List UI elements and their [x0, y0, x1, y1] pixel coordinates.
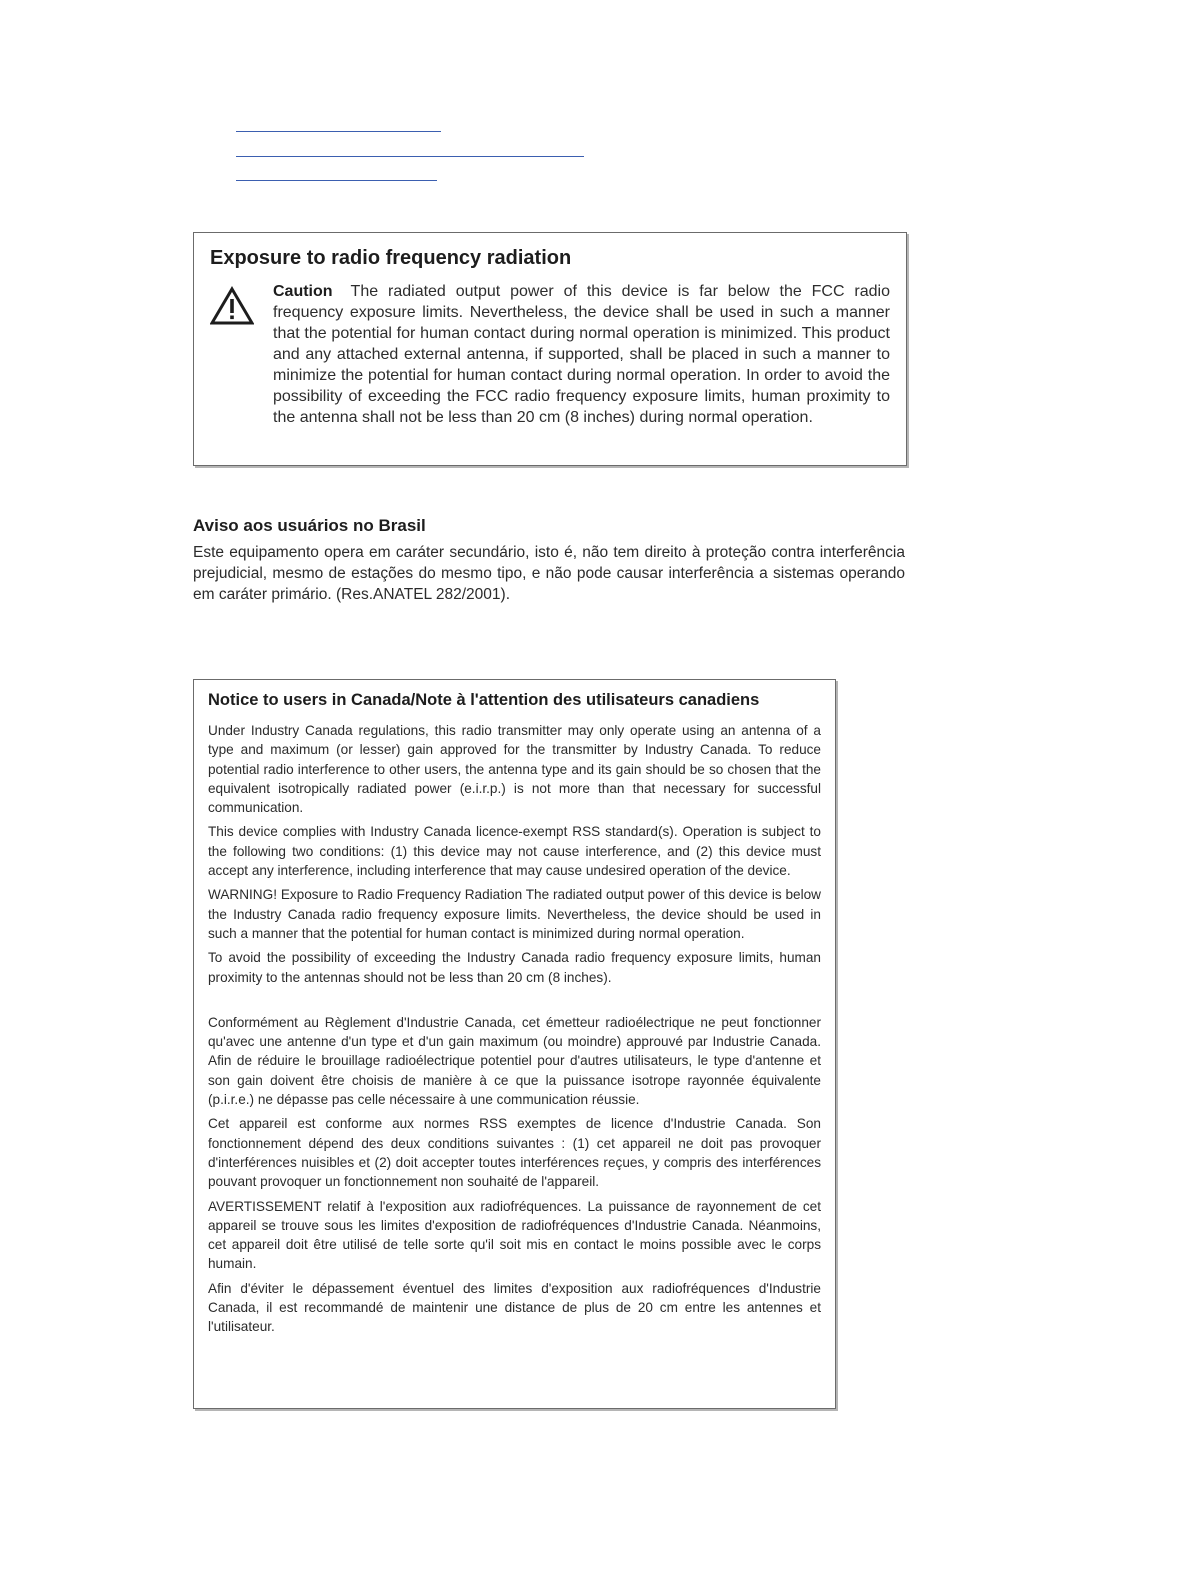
brasil-body: Este equipamento opera em caráter secundário, isto é, não tem direito à proteção contra interferência prejudicial, mesmo de estações do mesmo tipo, e não pode causar interferência a sistemas operando em caráter primário. (Res.ANATEL 282/2001).	[193, 544, 905, 603]
link-underline-1[interactable]	[236, 131, 441, 132]
canada-paragraph-fr: Afin d'éviter le dépassement éventuel des limites d'exposition aux radiofréquences d'Industrie Canada, il est recommandé de maintenir une distance de plus de 20 cm entre les antennes et l'utilisateur.	[208, 1280, 821, 1335]
canada-title: Notice to users in Canada/Note à l'attention des utilisateurs canadiens	[208, 691, 760, 709]
warning-icon	[210, 286, 254, 326]
canada-notice-box	[193, 679, 836, 1409]
canada-paragraph-fr: Cet appareil est conforme aux normes RSS exemptes de licence d'Industrie Canada. Son fonctionnement dépend des deux conditions suivantes : (1) cet appareil ne doit pas provoquer d'interférences nuisibles et (2) doit accepter toutes interférences reçues, y compris des interférences pouvant provoquer un fonctionnement non souhaité de l'appareil.	[208, 1116, 821, 1190]
canada-paragraph: This device complies with Industry Canada licence-exempt RSS standard(s). Operation is subject to the following two conditions: (1) this device may not cause interference, and (2) this device must accept any interference, including interference that may cause undesired operation of the device.	[208, 824, 821, 879]
rf-exposure-box	[193, 232, 907, 466]
canada-paragraph-fr: AVERTISSEMENT relatif à l'exposition aux radiofréquences. La puissance de rayonnement de cet appareil se trouve sous les limites d'exposition de radiofréquences d'Industrie Canada. Néanmoins, cet appareil doit être utilisé de telle sorte qu'il soit mis en contact le moins possible avec le corps humain.	[208, 1198, 821, 1272]
link-underline-2[interactable]	[236, 156, 584, 157]
link-underline-3[interactable]	[236, 180, 437, 181]
caution-body: The radiated output power of this device is far below the FCC radio frequency exposure limits. Nevertheless, the device shall be used in such a manner that the potential for human contact during normal operation is minimized. This product and any attached external antenna, if supported, shall be placed in such a manner to minimize the potential for human contact during normal operation. In order to avoid the possibility of exceeding the FCC radio frequency exposure limits, human proximity to the antenna shall not be less than 20 cm (8 inches) during normal operation.	[273, 283, 890, 426]
canada-paragraph: WARNING! Exposure to Radio Frequency Radiation The radiated output power of this device is below the Industry Canada radio frequency exposure limits. Nevertheless, the device should be used in such a manner that the potential for human contact is minimized during normal operation.	[208, 887, 821, 941]
caution-block	[210, 281, 890, 428]
caution-label: Caution	[273, 283, 333, 300]
rf-exposure-title: Exposure to radio frequency radiation	[210, 247, 572, 269]
canada-paragraph-fr: Conformément au Règlement d'Industrie Canada, cet émetteur radioélectrique ne peut fonctionner qu'avec une antenne d'un type et d'un gain maximum (ou moindre) approuvé par Industrie Canada. Afin de réduire le brouillage radioélectrique potentiel pour d'autres utilisateurs, le type d'antenne et son gain doivent être choisis de manière à ce que la puissance isotrope rayonnée équivalente (p.i.r.e.) ne dépasse pas celle nécessaire à une communication réussie.	[208, 1014, 821, 1108]
brasil-notice	[193, 514, 905, 605]
brasil-title: Aviso aos usuários no Brasil	[193, 516, 426, 535]
canada-paragraph: Under Industry Canada regulations, this radio transmitter may only operate using an antenna of a type and maximum (or lesser) gain approved for the transmitter by Industry Canada. To reduce potential radio interference to other users, the antenna type and its gain should be so chosen that the equivalent isotropically radiated power (e.i.r.p.) is not more than that necessary for successful communication.	[208, 723, 821, 816]
caution-paragraph	[273, 281, 890, 428]
canada-paragraph: To avoid the possibility of exceeding the Industry Canada radio frequency exposure limits, human proximity to the antennas should not be less than 20 cm (8 inches).	[208, 950, 821, 985]
